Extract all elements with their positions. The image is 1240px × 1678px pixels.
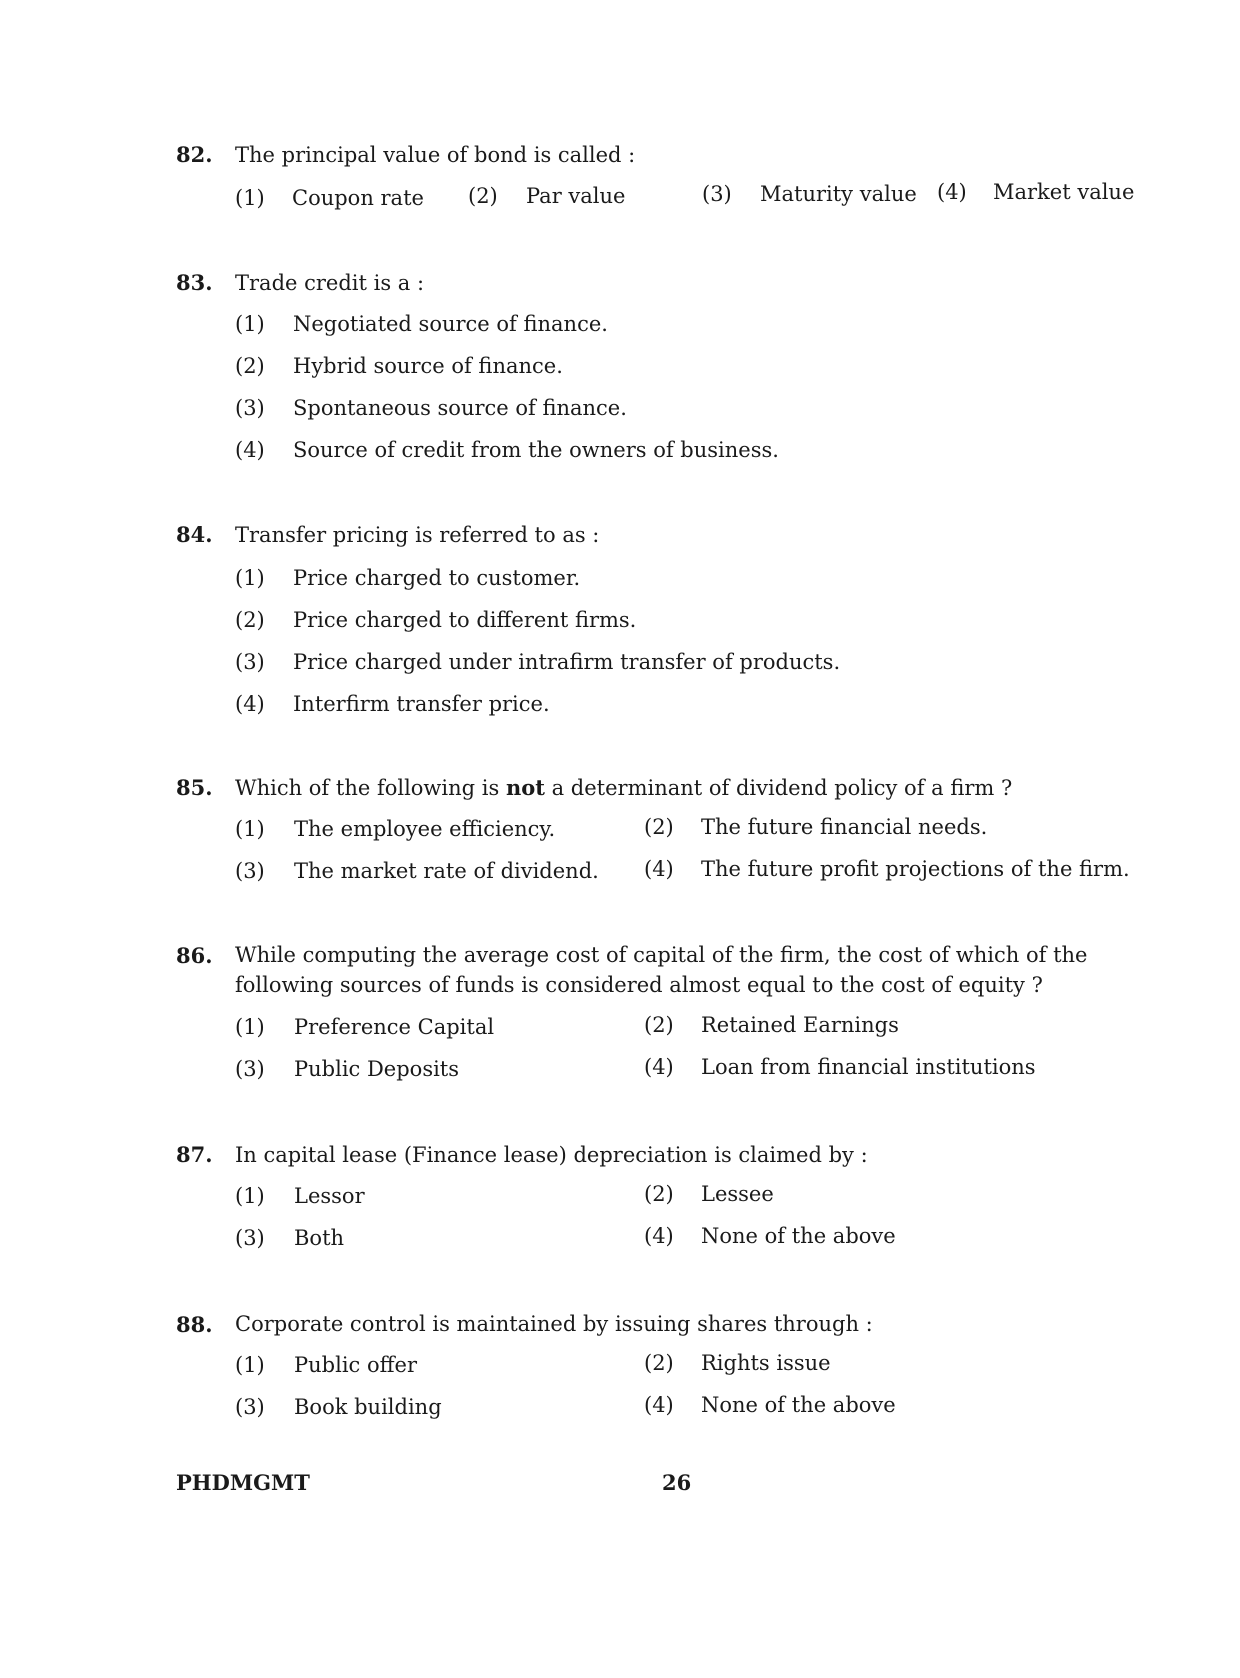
option-text: Price charged to different firms.	[293, 608, 637, 632]
option-text: Price charged under intrafirm transfer of products.	[293, 650, 841, 674]
option-number: (4)	[644, 1224, 674, 1248]
option-text: Price charged to customer.	[293, 566, 581, 590]
option-number: (3)	[235, 1395, 265, 1419]
option-number: (3)	[702, 182, 732, 206]
option-text: Coupon rate	[292, 186, 424, 210]
option-number: (1)	[235, 1015, 265, 1039]
option-text: Lessee	[701, 1182, 774, 1206]
option-number: (1)	[235, 1353, 265, 1377]
option-number: (3)	[235, 859, 265, 883]
page-number: 26	[662, 1470, 692, 1495]
option-text: Spontaneous source of finance.	[293, 396, 627, 420]
option-number: (2)	[644, 1351, 674, 1375]
option-text: Public offer	[294, 1353, 417, 1377]
option-number: (2)	[235, 354, 265, 378]
option-number: (1)	[235, 1184, 265, 1208]
option-number: (4)	[644, 1393, 674, 1417]
question-number: 83.	[176, 270, 213, 295]
option-number: (4)	[937, 180, 967, 204]
option-text: Market value	[993, 180, 1135, 204]
option-text: The future financial needs.	[701, 815, 988, 839]
question-text-emphasis: not	[505, 775, 545, 800]
option-number: (1)	[235, 312, 265, 336]
paper-code: PHDMGMT	[176, 1470, 310, 1495]
option-number: (3)	[235, 650, 265, 674]
option-text: Public Deposits	[294, 1057, 460, 1081]
question-text: Transfer pricing is referred to as :	[235, 523, 600, 547]
option-number: (2)	[644, 1182, 674, 1206]
question-text: In capital lease (Finance lease) depreciation is claimed by :	[235, 1143, 868, 1167]
option-text: Rights issue	[701, 1351, 831, 1375]
option-text: Maturity value	[760, 182, 917, 206]
option-number: (3)	[235, 1057, 265, 1081]
option-number: (1)	[235, 566, 265, 590]
option-text: The future profit projections of the firm.	[701, 857, 1130, 881]
option-number: (2)	[644, 815, 674, 839]
question-number: 85.	[176, 775, 213, 800]
option-text: Retained Earnings	[701, 1013, 899, 1037]
question-text-part: Which of the following is	[235, 776, 506, 800]
question-text: Corporate control is maintained by issuing shares through :	[235, 1312, 873, 1336]
option-text: None of the above	[701, 1224, 896, 1248]
option-text: Loan from financial institutions	[701, 1055, 1036, 1079]
option-number: (4)	[644, 857, 674, 881]
option-text: Preference Capital	[294, 1015, 495, 1039]
question-number: 86.	[176, 943, 213, 968]
option-number: (4)	[644, 1055, 674, 1079]
question-number: 88.	[176, 1312, 213, 1337]
question-text-part: a determinant of dividend policy of a firm ?	[544, 776, 1013, 800]
option-text: Hybrid source of finance.	[293, 354, 563, 378]
question-number: 84.	[176, 522, 213, 547]
option-number: (1)	[235, 817, 265, 841]
option-text: Both	[294, 1226, 345, 1250]
option-number: (3)	[235, 396, 265, 420]
question-text: The principal value of bond is called :	[235, 143, 636, 167]
option-number: (2)	[235, 608, 265, 632]
option-text: The employee efficiency.	[294, 817, 556, 841]
option-number: (4)	[235, 438, 265, 462]
option-number: (1)	[235, 186, 265, 210]
option-text: None of the above	[701, 1393, 896, 1417]
option-text: The market rate of dividend.	[294, 859, 599, 883]
option-text: Negotiated source of finance.	[293, 312, 608, 336]
option-number: (3)	[235, 1226, 265, 1250]
option-number: (2)	[468, 184, 498, 208]
question-text: While computing the average cost of capital of the firm, the cost of which of the following sources of funds is considered almost equal to the cost of equity ?	[235, 943, 1088, 997]
option-text: Par value	[526, 184, 626, 208]
option-number: (4)	[235, 692, 265, 716]
question-text	[235, 773, 1175, 803]
question-number: 82.	[176, 142, 213, 167]
option-number: (2)	[644, 1013, 674, 1037]
option-text: Source of credit from the owners of business.	[293, 438, 779, 462]
option-text: Interfirm transfer price.	[293, 692, 550, 716]
option-text: Lessor	[294, 1184, 365, 1208]
question-text: Trade credit is a :	[235, 271, 425, 295]
question-number: 87.	[176, 1142, 213, 1167]
option-text: Book building	[294, 1395, 442, 1419]
